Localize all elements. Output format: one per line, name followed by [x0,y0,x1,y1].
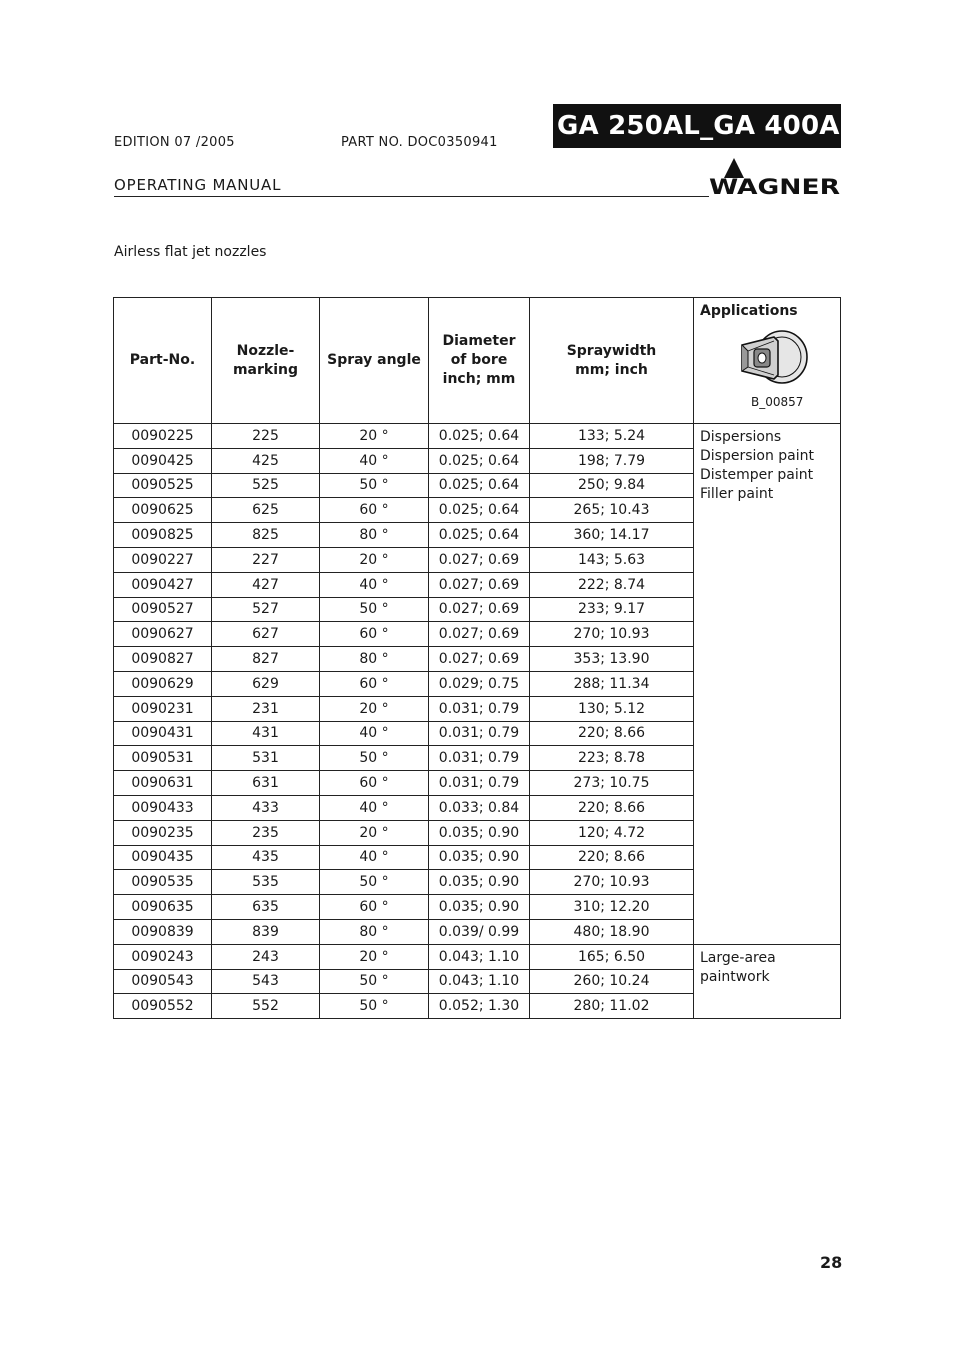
application-line: Dispersion paint [700,448,815,464]
header-rule [114,196,709,197]
cell-diameter: 0.027; 0.69 [429,647,530,672]
cell-spraywidth: 273; 10.75 [530,771,694,796]
cell-diameter: 0.029; 0.75 [429,671,530,696]
cell-spray-angle: 40 ° [320,845,429,870]
cell-nozzle-marking: 827 [212,647,320,672]
cell-spraywidth: 165; 6.50 [530,944,694,969]
cell-spray-angle: 80 ° [320,647,429,672]
cell-part-no: 0090525 [114,473,212,498]
cell-diameter: 0.035; 0.90 [429,845,530,870]
section-caption: Airless flat jet nozzles [114,244,267,260]
cell-applications [694,944,841,1018]
cell-spraywidth: 220; 8.66 [530,845,694,870]
cell-nozzle-marking: 839 [212,919,320,944]
cell-nozzle-marking: 235 [212,820,320,845]
model-title: GA 250AL_GA 400AL [553,104,841,148]
header-diameter-line: inch; mm [442,371,516,387]
cell-diameter: 0.025; 0.64 [429,498,530,523]
application-line: Filler paint [700,486,774,502]
cell-diameter: 0.052; 1.30 [429,994,530,1019]
page-number: 28 [820,1253,843,1272]
cell-spray-angle: 50 ° [320,969,429,994]
cell-diameter: 0.027; 0.69 [429,572,530,597]
cell-diameter: 0.031; 0.79 [429,721,530,746]
cell-part-no: 0090531 [114,746,212,771]
cell-diameter: 0.039/ 0.99 [429,919,530,944]
cell-diameter: 0.025; 0.64 [429,424,530,449]
cell-nozzle-marking: 225 [212,424,320,449]
cell-diameter: 0.035; 0.90 [429,870,530,895]
application-line: Large-area [700,949,776,966]
cell-part-no: 0090433 [114,795,212,820]
manual-title: OPERATING MANUAL [114,176,282,194]
cell-part-no: 0090839 [114,919,212,944]
table-header-row [114,298,841,424]
application-line: Dispersions [700,429,782,445]
application-line: paintwork [700,968,770,985]
cell-spraywidth: 143; 5.63 [530,547,694,572]
cell-part-no: 0090225 [114,424,212,449]
cell-spray-angle: 60 ° [320,771,429,796]
cell-diameter: 0.025; 0.64 [429,473,530,498]
cell-nozzle-marking: 425 [212,448,320,473]
table-row [114,424,841,449]
image-code: B_00857 [751,395,804,409]
wagner-logo [708,156,842,198]
header-nozzle-marking-line: Nozzle- [236,342,295,359]
header-diameter-line: Diameter [442,333,516,349]
cell-part-no: 0090425 [114,448,212,473]
cell-spraywidth: 280; 11.02 [530,994,694,1019]
header-applications [694,298,841,424]
cell-spraywidth: 270; 10.93 [530,870,694,895]
cell-nozzle-marking: 231 [212,696,320,721]
cell-spraywidth: 133; 5.24 [530,424,694,449]
table-row [114,944,841,969]
cell-diameter: 0.031; 0.79 [429,696,530,721]
cell-spray-angle: 50 ° [320,746,429,771]
cell-spray-angle: 60 ° [320,895,429,920]
cell-applications [694,424,841,945]
cell-nozzle-marking: 527 [212,597,320,622]
cell-nozzle-marking: 825 [212,523,320,548]
cell-diameter: 0.035; 0.90 [429,820,530,845]
cell-nozzle-marking: 243 [212,944,320,969]
cell-spraywidth: 480; 18.90 [530,919,694,944]
cell-part-no: 0090629 [114,671,212,696]
cell-nozzle-marking: 629 [212,671,320,696]
cell-spray-angle: 50 ° [320,994,429,1019]
nozzle-table [113,297,841,1019]
cell-nozzle-marking: 525 [212,473,320,498]
cell-part-no: 0090635 [114,895,212,920]
cell-spraywidth: 270; 10.93 [530,622,694,647]
cell-part-no: 0090231 [114,696,212,721]
cell-spraywidth: 353; 13.90 [530,647,694,672]
cell-spraywidth: 288; 11.34 [530,671,694,696]
cell-spraywidth: 198; 7.79 [530,448,694,473]
cell-spray-angle: 60 ° [320,498,429,523]
cell-diameter: 0.043; 1.10 [429,944,530,969]
logo-text: WAGNER [709,175,840,198]
cell-spray-angle: 20 ° [320,820,429,845]
header-spraywidth-line: mm; inch [575,361,648,378]
cell-part-no: 0090431 [114,721,212,746]
part-number-label: PART NO. DOC0350941 [341,135,498,150]
cell-diameter: 0.031; 0.79 [429,771,530,796]
cell-spraywidth: 222; 8.74 [530,572,694,597]
cell-nozzle-marking: 431 [212,721,320,746]
application-line: Distemper paint [700,467,814,483]
cell-nozzle-marking: 531 [212,746,320,771]
cell-nozzle-marking: 635 [212,895,320,920]
cell-nozzle-marking: 625 [212,498,320,523]
cell-nozzle-marking: 631 [212,771,320,796]
cell-spray-angle: 50 ° [320,597,429,622]
cell-nozzle-marking: 433 [212,795,320,820]
cell-spray-angle: 60 ° [320,622,429,647]
cell-nozzle-marking: 535 [212,870,320,895]
header-spray-angle: Spray angle [320,298,429,424]
cell-spraywidth: 220; 8.66 [530,721,694,746]
cell-spraywidth: 233; 9.17 [530,597,694,622]
cell-spraywidth: 223; 8.78 [530,746,694,771]
cell-part-no: 0090825 [114,523,212,548]
cell-spraywidth: 260; 10.24 [530,969,694,994]
cell-diameter: 0.027; 0.69 [429,547,530,572]
cell-part-no: 0090243 [114,944,212,969]
cell-spray-angle: 20 ° [320,944,429,969]
cell-diameter: 0.027; 0.69 [429,622,530,647]
cell-spray-angle: 20 ° [320,424,429,449]
cell-spraywidth: 250; 9.84 [530,473,694,498]
cell-spray-angle: 40 ° [320,448,429,473]
cell-part-no: 0090543 [114,969,212,994]
cell-spray-angle: 50 ° [320,473,429,498]
cell-diameter: 0.027; 0.69 [429,597,530,622]
header-nozzle-marking [212,298,320,424]
cell-part-no: 0090427 [114,572,212,597]
cell-spraywidth: 120; 4.72 [530,820,694,845]
cell-spray-angle: 80 ° [320,919,429,944]
cell-nozzle-marking: 435 [212,845,320,870]
cell-part-no: 0090527 [114,597,212,622]
cell-spray-angle: 60 ° [320,671,429,696]
header-part-no: Part-No. [114,298,212,424]
cell-diameter: 0.025; 0.64 [429,448,530,473]
cell-part-no: 0090235 [114,820,212,845]
header-applications-title: Applications [700,303,798,319]
cell-nozzle-marking: 543 [212,969,320,994]
cell-spray-angle: 40 ° [320,721,429,746]
cell-nozzle-marking: 627 [212,622,320,647]
header-diameter-line: of bore [450,352,508,368]
header-nozzle-marking-line: marking [232,361,299,378]
cell-part-no: 0090552 [114,994,212,1019]
cell-spraywidth: 360; 14.17 [530,523,694,548]
cell-spray-angle: 20 ° [320,547,429,572]
header-spraywidth [530,298,694,424]
cell-part-no: 0090631 [114,771,212,796]
cell-diameter: 0.035; 0.90 [429,895,530,920]
header-diameter [429,298,530,424]
cell-diameter: 0.033; 0.84 [429,795,530,820]
cell-nozzle-marking: 552 [212,994,320,1019]
cell-diameter: 0.031; 0.79 [429,746,530,771]
cell-part-no: 0090435 [114,845,212,870]
cell-part-no: 0090535 [114,870,212,895]
cell-spray-angle: 40 ° [320,795,429,820]
cell-spray-angle: 40 ° [320,572,429,597]
header-spraywidth-line: Spraywidth [566,342,657,359]
nozzle-tip-icon [736,327,812,387]
cell-part-no: 0090227 [114,547,212,572]
cell-nozzle-marking: 227 [212,547,320,572]
edition-label: EDITION 07 /2005 [114,135,235,150]
cell-nozzle-marking: 427 [212,572,320,597]
cell-part-no: 0090625 [114,498,212,523]
cell-spraywidth: 310; 12.20 [530,895,694,920]
cell-part-no: 0090827 [114,647,212,672]
cell-spray-angle: 20 ° [320,696,429,721]
cell-part-no: 0090627 [114,622,212,647]
cell-diameter: 0.043; 1.10 [429,969,530,994]
cell-diameter: 0.025; 0.64 [429,523,530,548]
cell-spray-angle: 80 ° [320,523,429,548]
cell-spraywidth: 265; 10.43 [530,498,694,523]
cell-spraywidth: 220; 8.66 [530,795,694,820]
cell-spray-angle: 50 ° [320,870,429,895]
cell-spraywidth: 130; 5.12 [530,696,694,721]
